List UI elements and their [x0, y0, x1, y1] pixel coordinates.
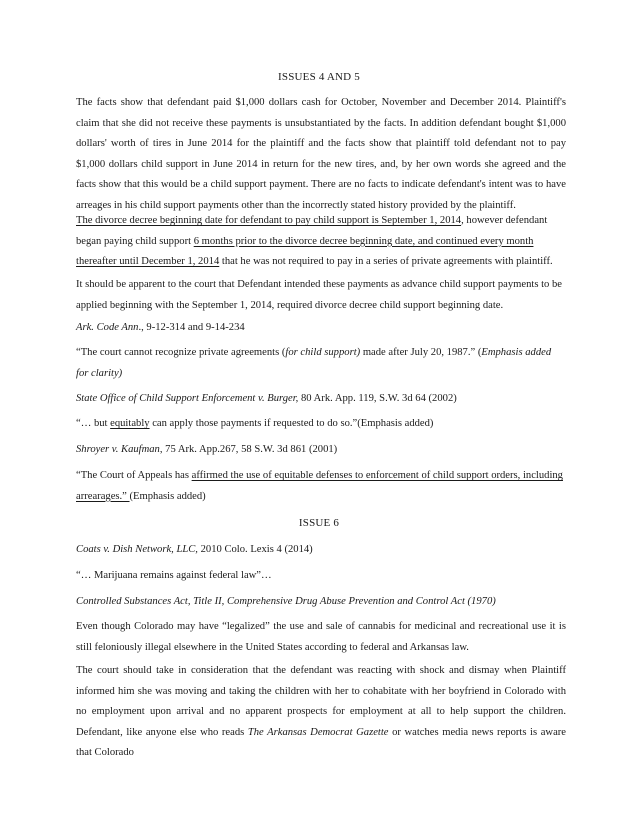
quote1-italic: for child support) [285, 347, 361, 358]
ark-code-italic: Ark. Code Ann [76, 322, 139, 333]
decree-date-underline: The divorce decree beginning date for defendant to pay child support is September 1, 2014 [76, 215, 462, 226]
coats-citation [76, 540, 566, 561]
prior-payments-underline: 6 months prior to the divorce decree beginning date, and continued every month thereafter until December 1, 2014 [76, 235, 534, 267]
quote2-a: “… but [76, 418, 111, 429]
coats-rest: 2010 Colo. Lexis 4 (2014) [197, 544, 313, 555]
p2-a: The court should take in consideration that the defendant was reacting with shock and dismay when Plaintiff informed him she was moving and taking the children with her to cohabitate with her boyfriend in Colorado with no employment upon arrival and no apparent prospects for employment at all to help support the children. Defendant, like anyone else who reads [76, 665, 566, 738]
quote3-a: “The Court of Appeals has [76, 470, 192, 481]
quote2-b: can apply those payments if requested to do so.”(Emphasis added) [149, 418, 434, 429]
csa-citation [76, 592, 566, 613]
intent-paragraph: It should be apparent to the court that Defendant intended these payments as advance child support payments to be applied beginning with the September 1, 2014, required divorce decree child support beginning date. [76, 279, 562, 311]
colorado-legalized-paragraph: Even though Colorado may have “legalized” the use and sale of cannabis for medicinal and recreational use it is still feloniously illegal elsewhere in the United States according to federal and Arkansas law. [76, 621, 566, 653]
shroyer-italic: Shroyer v. Kaufman [76, 444, 160, 455]
equitably-quote [76, 414, 566, 435]
quote1-a: “The court cannot recognize private agreements ( [76, 347, 286, 358]
coats-italic: Coats v. Dish Network, LLC, [76, 544, 198, 555]
divorce-decree-paragraph [76, 211, 566, 273]
ark-code-rest: ., 9-12-314 and 9-14-234 [138, 322, 245, 333]
private-agreements-quote [76, 343, 566, 384]
burger-rest: 80 Ark. App. 119, S.W. 3d 64 (2002) [298, 393, 457, 404]
newspaper-italic: The Arkansas Democrat Gazette [247, 726, 389, 738]
quote1-b: made after July 20, 1987.” ( [360, 347, 482, 358]
issue-6-heading: ISSUE 6 [298, 517, 340, 529]
quote3-b: (Emphasis added) [129, 490, 206, 502]
decree-text-1: , however defendant began paying child support [76, 215, 548, 247]
court-of-appeals-quote [76, 466, 566, 507]
decree-text-2: that he was not required to pay in a series of private agreements with plaintiff. [219, 256, 553, 267]
issues-4-5-heading: ISSUES 4 AND 5 [278, 71, 360, 83]
p2-b: or watches media news reports is aware that Colorado [76, 726, 566, 758]
facts-paragraph: The facts show that defendant paid $1,000 dollars cash for October, November and December 2014. Plaintiff's claim that she did not receive these payments is unsubstantiated by the facts. In addition defendant bought $1,000 dollars' worth of tires in June 2014 for the plaintiff and the facts show that plaintiff told defendant not to pay $1,000 dollars child support in June 2014 in return for the new tires, and, by her own words she agreed and the facts show that this would be a child support payment. There are no facts to indicate defendant's intent was to have arreages in his child support payments other than the incorrectly stated history provided by the plaintiff. [76, 97, 566, 211]
burger-italic: State Office of Child Support Enforcement v. Burger, [76, 393, 299, 404]
marijuana-quote: “… Marijuana remains against federal law”… [76, 570, 272, 581]
quote1-emphasis: Emphasis added for clarity) [76, 347, 552, 379]
equitably-underline: equitably [110, 418, 150, 429]
affirmed-underline: affirmed the use of equitable defenses to enforcement of child support orders, including arrearages.” [76, 470, 563, 502]
shroyer-rest: , 75 Ark. App.267, 58 S.W. 3d 861 (2001) [159, 444, 338, 455]
burger-citation [76, 389, 566, 410]
ark-code-citation [76, 318, 566, 339]
shroyer-citation [76, 440, 566, 461]
csa-italic: Controlled Substances Act, Title II, Comprehensive Drug Abuse Prevention and Control Act (1970) [76, 596, 496, 607]
shock-dismay-paragraph [76, 661, 566, 764]
